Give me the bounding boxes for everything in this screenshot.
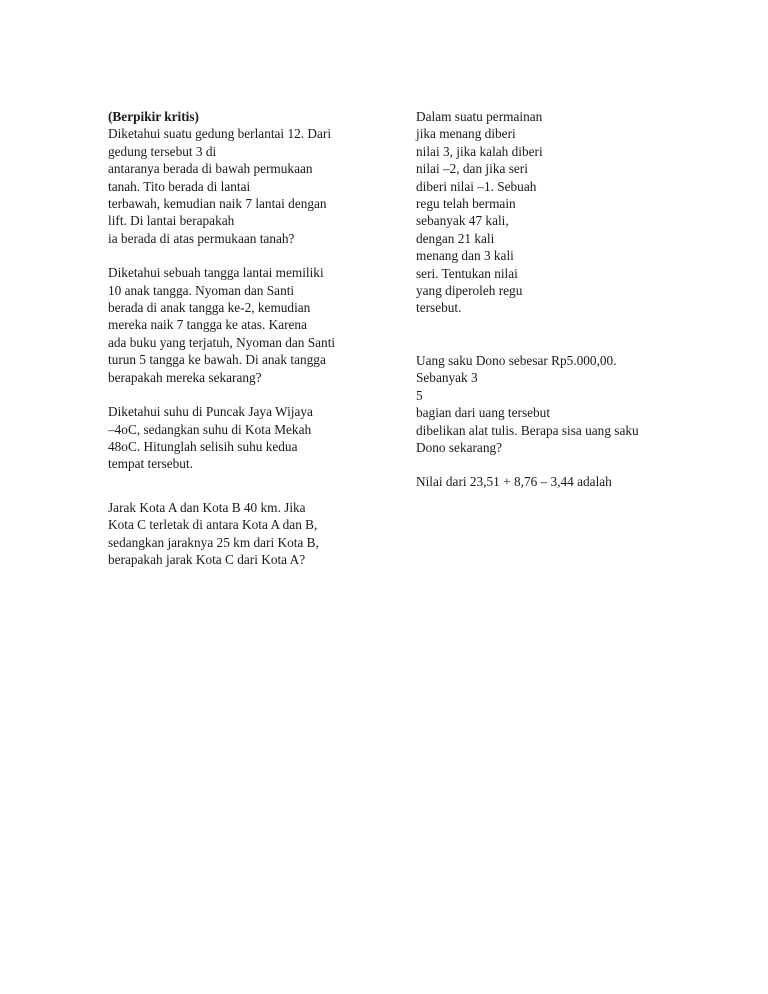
- question-7-line: Nilai dari 23,51 + 8,76 – 3,44 adalah: [416, 474, 612, 490]
- question-5-line: regu telah bermain: [416, 196, 516, 212]
- question-1-line: ia berada di atas permukaan tanah?: [108, 230, 295, 246]
- question-5-line: tersebut.: [416, 300, 462, 316]
- right-column: [416, 108, 686, 491]
- left-column: [108, 108, 378, 568]
- question-6-line: bagian dari uang tersebut: [416, 405, 551, 421]
- question-7: [416, 473, 686, 490]
- question-2-line: ada buku yang terjatuh, Nyoman dan Santi: [108, 334, 336, 350]
- question-5-line: jika menang diberi: [416, 126, 516, 142]
- question-6-line: Dono sekarang?: [416, 439, 503, 455]
- question-5-line: Dalam suatu permainan: [416, 109, 543, 124]
- question-5-line: nilai 3, jika kalah diberi: [416, 143, 543, 159]
- question-5: [416, 108, 686, 317]
- question-3-line: –4oC, sedangkan suhu di Kota Mekah: [108, 421, 312, 437]
- question-4-line: Kota C terletak di antara Kota A dan B,: [108, 517, 318, 533]
- question-4-line: sedangkan jaraknya 25 km dari Kota B,: [108, 534, 319, 550]
- question-4: [108, 499, 378, 569]
- question-1-line: gedung tersebut 3 di: [108, 143, 217, 159]
- question-5-line: yang diperoleh regu: [416, 283, 523, 299]
- question-5-line: diberi nilai –1. Sebuah: [416, 178, 537, 194]
- question-5-line: dengan 21 kali: [416, 230, 495, 246]
- question-5-line: nilai –2, dan jika seri: [416, 161, 528, 177]
- question-2-line: 10 anak tangga. Nyoman dan Santi: [108, 282, 295, 298]
- question-4-line: berapakah jarak Kota C dari Kota A?: [108, 551, 306, 567]
- question-3-line: 48oC. Hitunglah selisih suhu kedua: [108, 438, 298, 454]
- question-1: [108, 108, 378, 247]
- question-2-line: Diketahui sebuah tangga lantai memiliki: [108, 265, 324, 281]
- question-6-line: Sebanyak 3: [416, 370, 478, 386]
- question-1-line: lift. Di lantai berapakah: [108, 213, 235, 229]
- question-1-line: Diketahui suatu gedung berlantai 12. Dari: [108, 126, 332, 142]
- question-5-line: menang dan 3 kali: [416, 248, 514, 264]
- question-3-line: Diketahui suhu di Puncak Jaya Wijaya: [108, 404, 313, 420]
- question-6-line: dibelikan alat tulis. Berapa sisa uang saku: [416, 422, 639, 438]
- question-1-heading: (Berpikir kritis): [108, 109, 199, 124]
- question-6-line: 5: [416, 387, 423, 403]
- question-6: [416, 352, 686, 456]
- question-1-line: tanah. Tito berada di lantai: [108, 178, 251, 194]
- question-6-line: Uang saku Dono sebesar Rp5.000,00.: [416, 352, 617, 368]
- question-3: [108, 403, 378, 473]
- question-2-line: mereka naik 7 tangga ke atas. Karena: [108, 317, 307, 333]
- question-2-line: berapakah mereka sekarang?: [108, 369, 262, 385]
- question-3-line: tempat tersebut.: [108, 456, 193, 472]
- question-1-line: antaranya berada di bawah permukaan: [108, 161, 313, 177]
- question-5-line: seri. Tentukan nilai: [416, 265, 518, 281]
- question-2-line: berada di anak tangga ke-2, kemudian: [108, 300, 311, 316]
- question-5-line: sebanyak 47 kali,: [416, 213, 509, 229]
- question-2: [108, 264, 378, 386]
- question-2-line: turun 5 tangga ke bawah. Di anak tangga: [108, 352, 326, 368]
- question-1-line: terbawah, kemudian naik 7 lantai dengan: [108, 196, 327, 212]
- question-4-line: Jarak Kota A dan Kota B 40 km. Jika: [108, 499, 306, 515]
